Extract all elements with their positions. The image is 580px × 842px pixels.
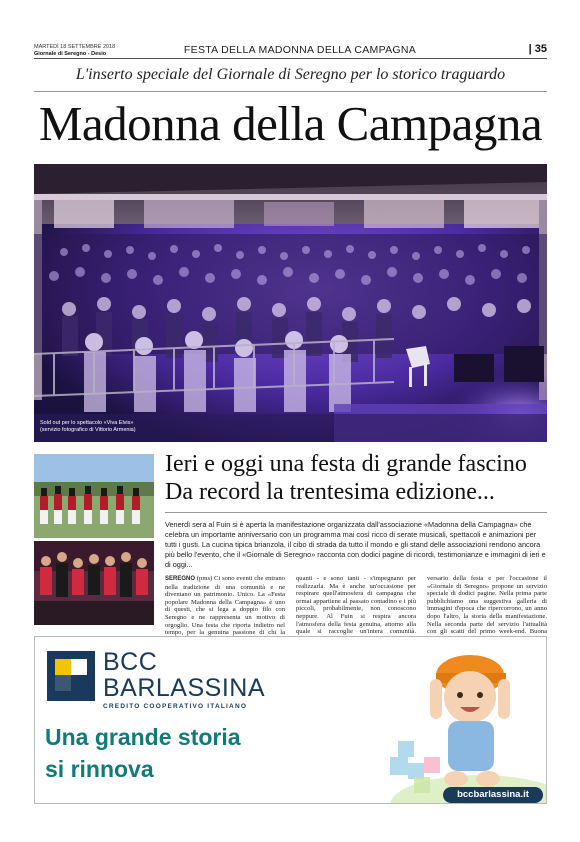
article-headline (165, 450, 550, 506)
header-meta (34, 44, 115, 58)
article-column-3: versario della festa e per l'occasione il «Giornale di Seregno» propone un servizio speciale di dodici pagine. Nella prima parte pubblichiamo una suggestiva galleria di immagini d'epoca che ripercorrono, un anno dopo l'altro, la storia della manifestazione. Nella seconda parte del servizio l'attualità con gli scatti del primo week-end. Buona (427, 575, 547, 636)
photo-caption-line2: (servizio fotografico di Vittorio Armenia) (40, 427, 136, 433)
lead-divider (165, 512, 547, 513)
thumbnail-marching-band (34, 454, 154, 538)
page-title: Madonna della Campagna (38, 96, 543, 151)
bcc-brand-line2: BARLASSINA (103, 674, 266, 702)
bcc-logo-icon (47, 651, 95, 706)
bcc-brand-line1: BCC (103, 648, 158, 676)
ad-slogan (45, 721, 375, 785)
ad-url[interactable]: bccbarlassina.it (443, 787, 543, 803)
column-1-text: Ci sono eventi che entrano nella tradizione di una comunità e ne diventano un patrimonio. Unico. La «Festa popolare Madonna della Campagna» è uno di questi, che si lega a doppio filo con Seregno e ne rappresenta un motivo di orgoglio. Una festa che riporta indietro nel tempo, per la genuina passione di chi la (165, 575, 285, 637)
kicker: L'inserto speciale del Giornale di Seregno per lo storico traguardo (75, 66, 506, 83)
section-title: FESTA DELLA MADONNA DELLA CAMPAGNA (183, 44, 417, 56)
thumbnail-dancers (34, 541, 154, 625)
baby-with-hardhat-image (370, 637, 547, 804)
header-divider (34, 58, 547, 59)
bcc-subtitle: CREDITO COOPERATIVO ITALIANO (103, 703, 248, 710)
ad-slogan-line2: si rinnova (45, 756, 154, 782)
article-lead: Venerdì sera al Fuin si è aperta la manifestazione organizzata dall'associazione «Madonna della Campagna» che celebra un importante anniversario con un programma mai così ricco di serate musicali, spettacoli e animazioni per tutti i gusti. La cucina tipica brianzola, il cibo di strada da tutto il mondo e gli stand delle associazioni rendono ancora più bello l'evento, che il «Giornale di Seregno» racconta con dodici pagine di ricordi, testimonianze e immagini di ieri e di oggi... (165, 520, 546, 569)
bcc-brand-name (103, 649, 265, 701)
author-tag: (pms) (196, 575, 213, 582)
dateline: SEREGNO (165, 576, 196, 582)
kicker-divider (34, 91, 547, 92)
photo-caption (40, 420, 136, 434)
header-date: MARTEDÌ 18 SETTEMBRE 2018 (34, 44, 116, 50)
headline-line2: Da record la trentesima edizione... (165, 479, 495, 505)
page-number-value: 35 (534, 43, 547, 55)
article-column-2: quanti - e sono tanti - s'impegnano per realizzarla. Ma è anche un'occasione per respirare quell'atmosfera di campagna che ormai appartiene al passato contadino e i più piccoli, probabilmente, non conoscono neppure. Al Fuin si respira ancora l'atmosfera della festa genuina, attorno alla quale si raccoglie un'intera comunità. (296, 575, 416, 636)
page-number: | 35 (528, 43, 547, 55)
main-photo (34, 164, 547, 442)
headline-line1: Ieri e oggi una festa di grande fascino (165, 451, 527, 477)
ad-slogan-line1: Una grande storia (45, 724, 241, 750)
bcc-advertisement[interactable] (34, 636, 547, 804)
photo-caption-line1: Sold out per lo spettacolo «Viva Elvis» (40, 420, 134, 426)
header-paper: Giornale di Seregno - Desio (34, 51, 107, 57)
